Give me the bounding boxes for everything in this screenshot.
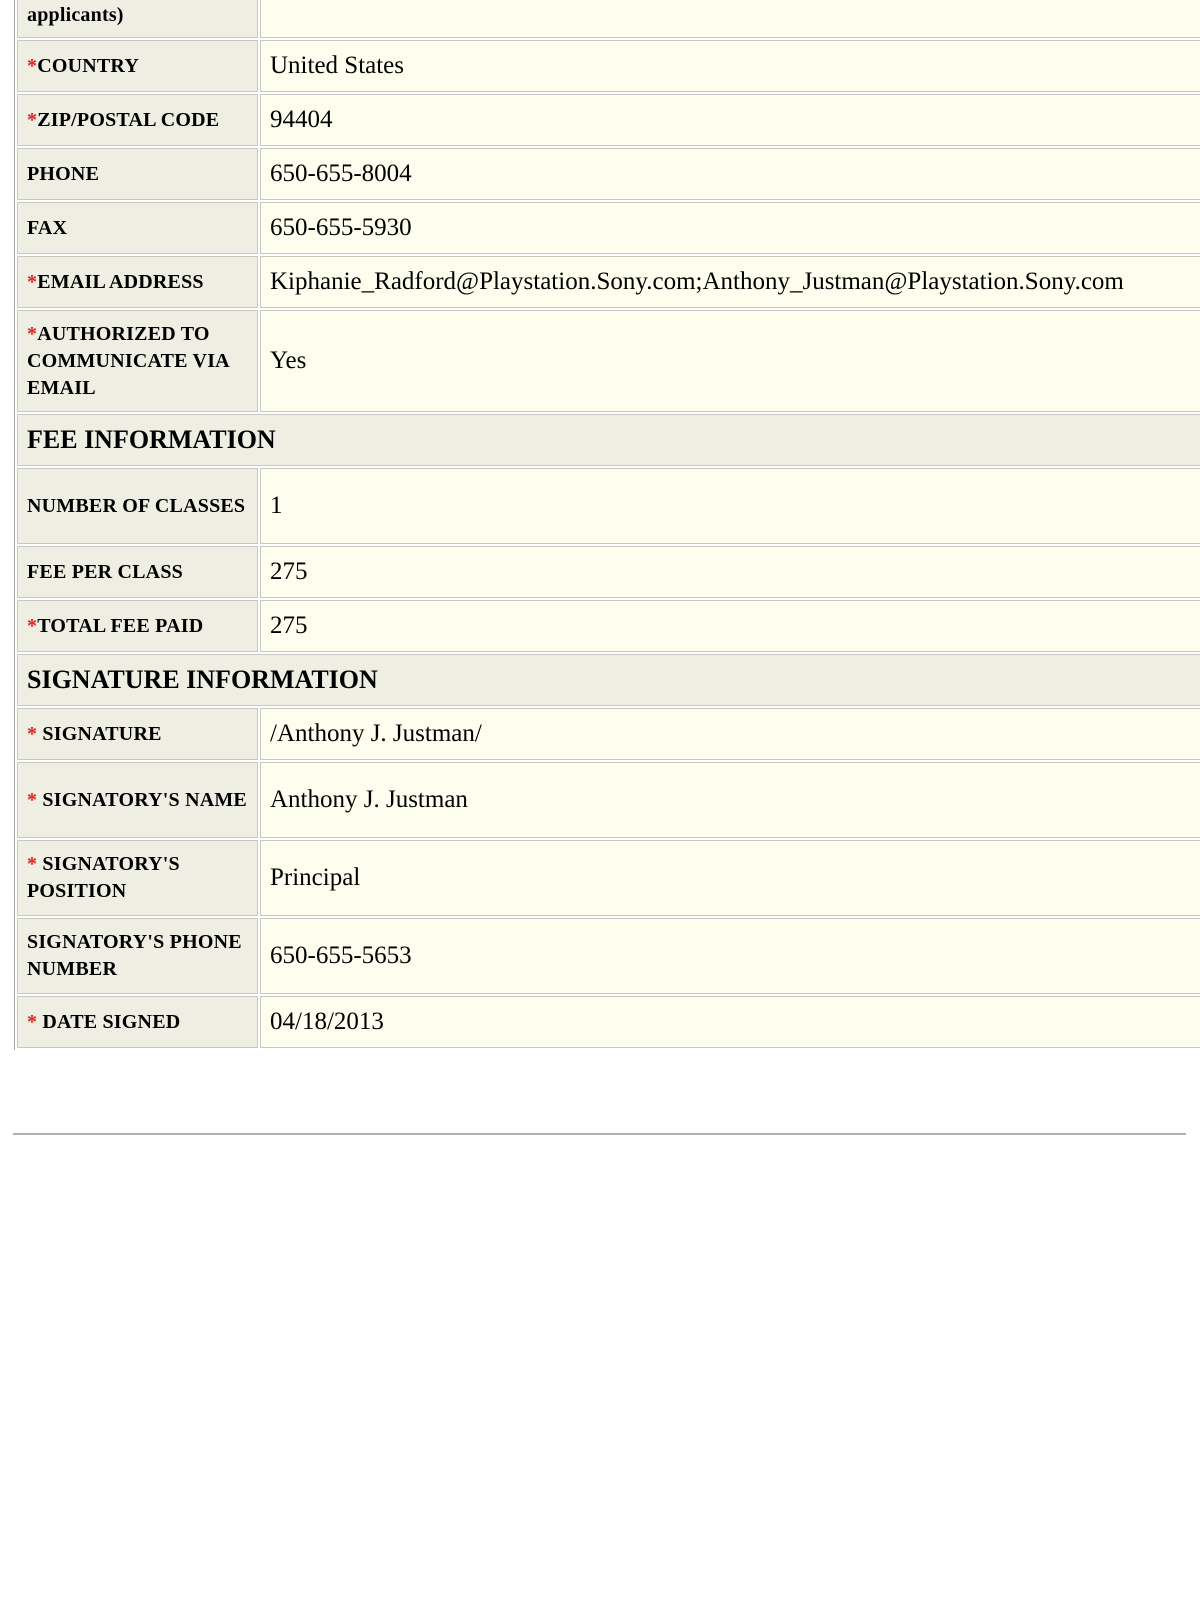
required-marker: *: [27, 54, 38, 77]
table-row: [17, 0, 1200, 38]
field-label: *TOTAL FEE PAID: [17, 600, 258, 652]
table-row-authorized-email: [17, 310, 1200, 412]
required-marker: *: [27, 614, 38, 637]
field-label: NUMBER OF CLASSES: [17, 468, 258, 544]
trademark-form-table: [14, 0, 1200, 1050]
table-row-signature: [17, 708, 1200, 760]
field-value: 94404: [260, 94, 1200, 146]
table-row-zip-postal-code: [17, 94, 1200, 146]
table-row-number-of-classes: [17, 468, 1200, 544]
field-value: Principal: [260, 840, 1200, 916]
required-marker: *: [27, 722, 38, 745]
field-label: * DATE SIGNED: [17, 996, 258, 1048]
section-header-row: [17, 414, 1200, 466]
table-row-signatory-phone-number: [17, 918, 1200, 994]
field-label: FAX: [17, 202, 258, 254]
field-label: *ZIP/POSTAL CODE: [17, 94, 258, 146]
field-label: * SIGNATORY'S POSITION: [17, 840, 258, 916]
table-row-fax: [17, 202, 1200, 254]
field-label: *COUNTRY: [17, 40, 258, 92]
field-label-applicants: applicants): [17, 0, 258, 38]
horizontal-divider: [13, 1133, 1186, 1135]
field-value: 04/18/2013: [260, 996, 1200, 1048]
field-value: 650-655-8004: [260, 148, 1200, 200]
required-marker: *: [27, 322, 38, 345]
section-header-row: [17, 654, 1200, 706]
table-row-signatory-name: [17, 762, 1200, 838]
field-value: Yes: [260, 310, 1200, 412]
required-marker: *: [27, 270, 38, 293]
table-row-phone: [17, 148, 1200, 200]
field-label: SIGNATORY'S PHONE NUMBER: [17, 918, 258, 994]
field-value: Anthony J. Justman: [260, 762, 1200, 838]
field-value: United States: [260, 40, 1200, 92]
field-label: * SIGNATORY'S NAME: [17, 762, 258, 838]
field-value: 650-655-5653: [260, 918, 1200, 994]
field-label: PHONE: [17, 148, 258, 200]
table-row-country: [17, 40, 1200, 92]
table-row-total-fee-paid: [17, 600, 1200, 652]
field-value: 1: [260, 468, 1200, 544]
table-row-fee-per-class: [17, 546, 1200, 598]
section-title-fee-information: FEE INFORMATION: [17, 414, 1200, 466]
table-row-email-address: [17, 256, 1200, 308]
required-marker: *: [27, 788, 38, 811]
field-value-applicants: [260, 0, 1200, 38]
required-marker: *: [27, 108, 38, 131]
required-marker: *: [27, 1010, 38, 1033]
field-value: 650-655-5930: [260, 202, 1200, 254]
field-label: FEE PER CLASS: [17, 546, 258, 598]
table-row-date-signed: [17, 996, 1200, 1048]
field-value: Kiphanie_Radford@Playstation.Sony.com;Anthony_Justman@Playstation.Sony.com: [260, 256, 1200, 308]
required-marker: *: [27, 853, 38, 875]
field-value: 275: [260, 546, 1200, 598]
table-row-signatory-position: [17, 840, 1200, 916]
field-label: *AUTHORIZED TO COMMUNICATE VIA EMAIL: [17, 310, 258, 412]
field-value: /Anthony J. Justman/: [260, 708, 1200, 760]
field-value: 275: [260, 600, 1200, 652]
field-label: *EMAIL ADDRESS: [17, 256, 258, 308]
field-label: * SIGNATURE: [17, 708, 258, 760]
section-title-signature-information: SIGNATURE INFORMATION: [17, 654, 1200, 706]
